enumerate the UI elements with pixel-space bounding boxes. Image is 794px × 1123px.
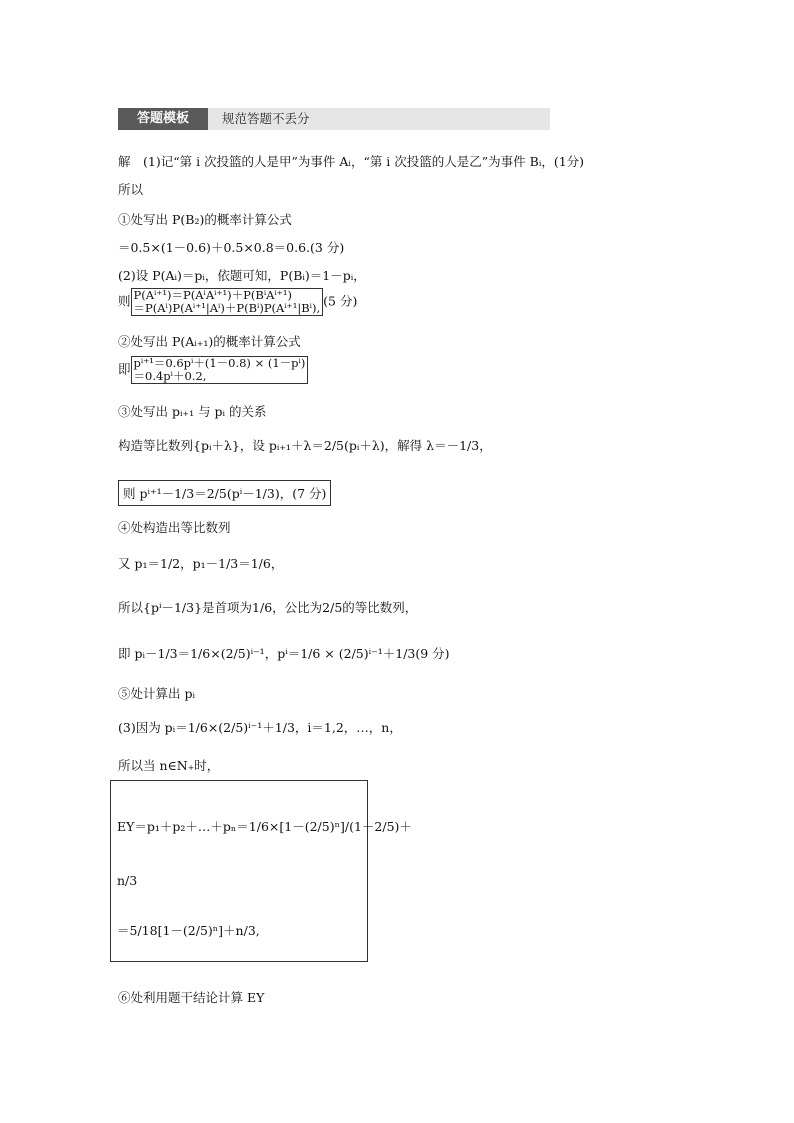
step-note-3: ③处写出 pᵢ₊₁ 与 pᵢ 的关系 (118, 404, 267, 419)
step-note-2: ②处写出 P(Aᵢ₊₁)的概率计算公式 (118, 334, 301, 349)
solution-line-14: 所以{pⁱ－1/3}是首项为1/6，公比为2/5的等比数列， (118, 600, 418, 615)
expectation-line-2: n/3 (117, 873, 138, 888)
solution-line-10: 构造等比数列{pᵢ＋λ}，设 pᵢ₊₁＋λ＝2/5(pᵢ＋λ)，解得 λ＝－1/3， (118, 438, 492, 453)
line-prefix: 则 (118, 293, 131, 309)
solution-line-15: 即 pᵢ－1/3＝1/6×(2/5)ⁱ⁻¹，pⁱ＝1/6 × (2/5)ⁱ⁻¹＋1/3(9 分) (118, 646, 450, 661)
step-note-6: ⑥处利用题干结论计算 EY (118, 990, 265, 1005)
expectation-line-1: EY＝p₁＋p₂＋…＋pₙ＝1/6×[1－(2/5)ⁿ]/(1－2/5)＋ (117, 819, 412, 834)
banner-subtitle: 规范答题不丢分 (222, 111, 310, 126)
solution-line-11 (118, 480, 331, 506)
solution-line-4: ＝0.5×(1－0.6)＋0.5×0.8＝0.6.(3 分) (118, 240, 345, 255)
solution-line-5: (2)设 P(Aᵢ)＝pᵢ，依题可知，P(Bᵢ)＝1－pᵢ， (118, 268, 366, 283)
banner-tag: 答题模板 (118, 108, 208, 130)
solution-line-8 (118, 356, 308, 384)
formula-box-2 (131, 356, 309, 384)
formula-box-2-line-2: ＝0.4pⁱ＋0.2, (133, 369, 207, 383)
expectation-formula-box (110, 780, 412, 962)
solution-line-6 (118, 288, 357, 316)
formula-box-2-line-1: pⁱ⁺¹＝0.6pⁱ＋(1－0.8) × (1－pⁱ) (133, 356, 306, 370)
formula-box-3: 则 pⁱ⁺¹－1/3＝2/5(pⁱ－1/3)，(7 分) (118, 480, 331, 506)
formula-box-1-line-2: ＝P(Aⁱ)P(Aⁱ⁺¹|Aⁱ)＋P(Bⁱ)P(Aⁱ⁺¹|Bⁱ), (133, 301, 321, 315)
expectation-line-3: ＝5/18[1－(2/5)ⁿ]＋n/3, (117, 923, 260, 938)
step-note-4: ④处构造出等比数列 (118, 520, 231, 535)
step-note-5: ⑤处计算出 pᵢ (118, 686, 195, 701)
solution-line-18: 所以当 n∈N₊时， (118, 758, 220, 773)
solution-line-17: (3)因为 pᵢ＝1/6×(2/5)ⁱ⁻¹＋1/3，i＝1,2，…，n， (118, 720, 402, 735)
formula-box-1-line-1: P(Aⁱ⁺¹)＝P(AⁱAⁱ⁺¹)＋P(BⁱAⁱ⁺¹) (133, 288, 292, 302)
line-prefix: 即 (118, 361, 131, 377)
step-note-1: ①处写出 P(B₂)的概率计算公式 (118, 212, 292, 227)
formula-box-1 (131, 288, 324, 316)
solution-line-13: 又 p₁＝1/2，p₁－1/3＝1/6， (118, 556, 284, 571)
solution-line-1: 解 (1)记“第 i 次投篮的人是甲”为事件 Aᵢ，“第 i 次投篮的人是乙”为事件 Bᵢ，(1分) (118, 154, 585, 169)
solution-line-2: 所以 (118, 182, 144, 197)
answer-template-banner (118, 108, 550, 130)
score-note: (5 分) (323, 293, 358, 309)
